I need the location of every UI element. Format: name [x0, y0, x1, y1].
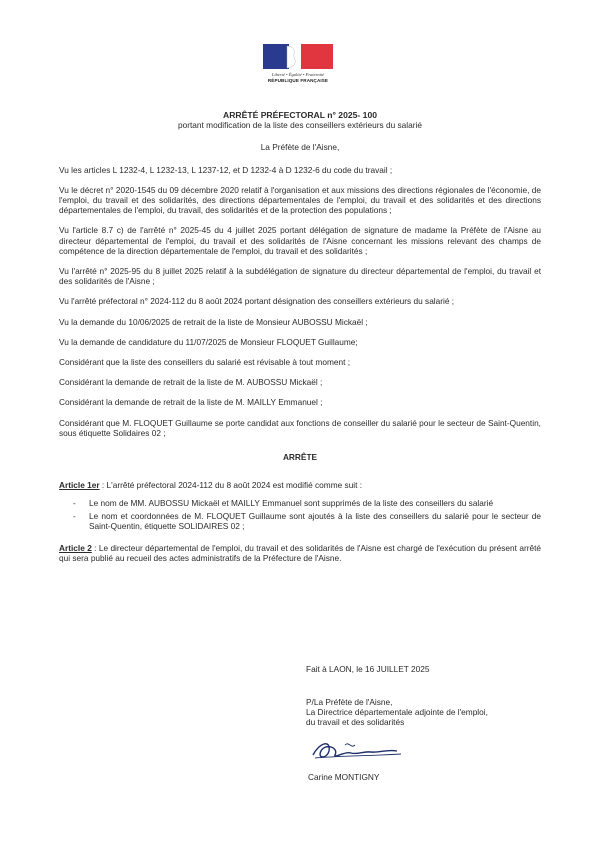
article-1 [59, 480, 541, 490]
visa-paragraph: Vu la demande de candidature du 11/07/2025 de Monsieur FLOQUET Guillaume; [59, 336, 358, 347]
document-subtitle: portant modification de la liste des conseillers extérieurs du salarié [178, 120, 422, 131]
article-1-list [59, 498, 541, 531]
article-1-text: : L'arrêté préfectoral 2024-112 du 8 août 2024 est modifié comme suit : [99, 480, 363, 491]
signer-name: Carine MONTIGNY [308, 772, 380, 782]
marianne-logo [263, 44, 333, 83]
article-2-label: Article 2 [59, 543, 92, 554]
signature-line: La Directrice départementale adjointe de l'emploi, [306, 707, 488, 718]
signature-line: du travail et des solidarités [306, 717, 405, 728]
arrete-heading: ARRÊTE [282, 452, 318, 463]
place-date: Fait à LAON, le 16 JUILLET 2025 [306, 664, 430, 674]
republic-flag-icon [263, 44, 333, 69]
issuer-line: La Préfète de l'Aisne, [260, 142, 340, 153]
list-item: - Le nom et coordonnées de M. FLOQUET Guillaume sont ajoutés à la liste des conseillers du salarié pour le secteur de Saint-Quentin, étiquette SOLIDAIRES 02 ; [89, 511, 541, 531]
republic-motto: Liberté • Égalité • Fraternité [271, 72, 325, 77]
considerant-paragraph: Considérant la demande de retrait de la liste de M. MAILLY Emmanuel ; [59, 397, 323, 408]
visa-paragraph: Vu l'article 8.7 c) de l'arrêté n° 2025-45 du 4 juillet 2025 portant délégation de signature de madame la Préfète de l'Aisne au directeur départemental de l'emploi, du travail et des solidarités de l'Aisne concernant les missions relevant des champs de compétence de la direction départementale de l'emploi, du travail et des solidarités ; [59, 225, 541, 256]
visa-paragraph: Vu l'arrêté préfectoral n° 2024-112 du 8 août 2024 portant désignation des conseillers extérieurs du salarié ; [59, 296, 455, 307]
list-item: - Le nom de MM. AUBOSSU Mickaël et MAILLY Emmanuel sont supprimés de la liste des conseillers du salarié [89, 498, 541, 508]
visa-paragraph: Vu l'arrêté n° 2025-95 du 8 juillet 2025 relatif à la subdélégation de signature du directeur départemental de l'emploi, du travail et des solidarités de l'Aisne ; [59, 266, 541, 287]
article-2-text: : Le directeur départemental de l'emploi, du travail et des solidarités de l'Aisne est chargé de l'exécution du présent arrêté qui sera publié au recueil des actes administratifs de la Préfecture de l'Aisne. [59, 543, 541, 564]
considerant-paragraph: Considérant que M. FLOQUET Guillaume se porte candidat aux fonctions de conseiller du salarié pour le secteur de Saint-Quentin, sous étiquette Solidaires 02 ; [59, 417, 541, 438]
signature-line: P/La Préfète de l'Aisne, [306, 697, 393, 707]
visa-paragraph: Vu le décret n° 2020-1545 du 09 décembre 2020 relatif à l'organisation et aux missions des directions régionales de l'économie, de l'emploi, du travail et des solidarités, des directions départementales de l'emploi, du travail et des solidarités et des directions départementales de l'emploi, du travail, des solidarités et de la protection des populations ; [59, 184, 541, 216]
considerant-paragraph: Considérant que la liste des conseillers du salarié est révisable à tout moment ; [59, 357, 351, 368]
article-1-label: Article 1er [59, 480, 100, 491]
document-body [59, 110, 541, 573]
handwritten-signature-icon [305, 725, 405, 770]
visa-paragraph: Vu les articles L 1232-4, L 1232-13, L 1237-12, et D 1232-4 à D 1232-6 du code du travail ; [59, 164, 393, 175]
document-title: ARRÊTÉ PRÉFECTORAL n° 2025- 100 [222, 110, 378, 120]
visa-paragraph: Vu la demande du 10/06/2025 de retrait de la liste de Monsieur AUBOSSU Mickaël ; [59, 316, 368, 327]
signature-block [306, 697, 488, 728]
article-2 [59, 543, 541, 563]
considerant-paragraph: Considérant la demande de retrait de la liste de M. AUBOSSU Mickaël ; [59, 377, 323, 388]
republic-name: RÉPUBLIQUE FRANÇAISE [267, 78, 329, 83]
